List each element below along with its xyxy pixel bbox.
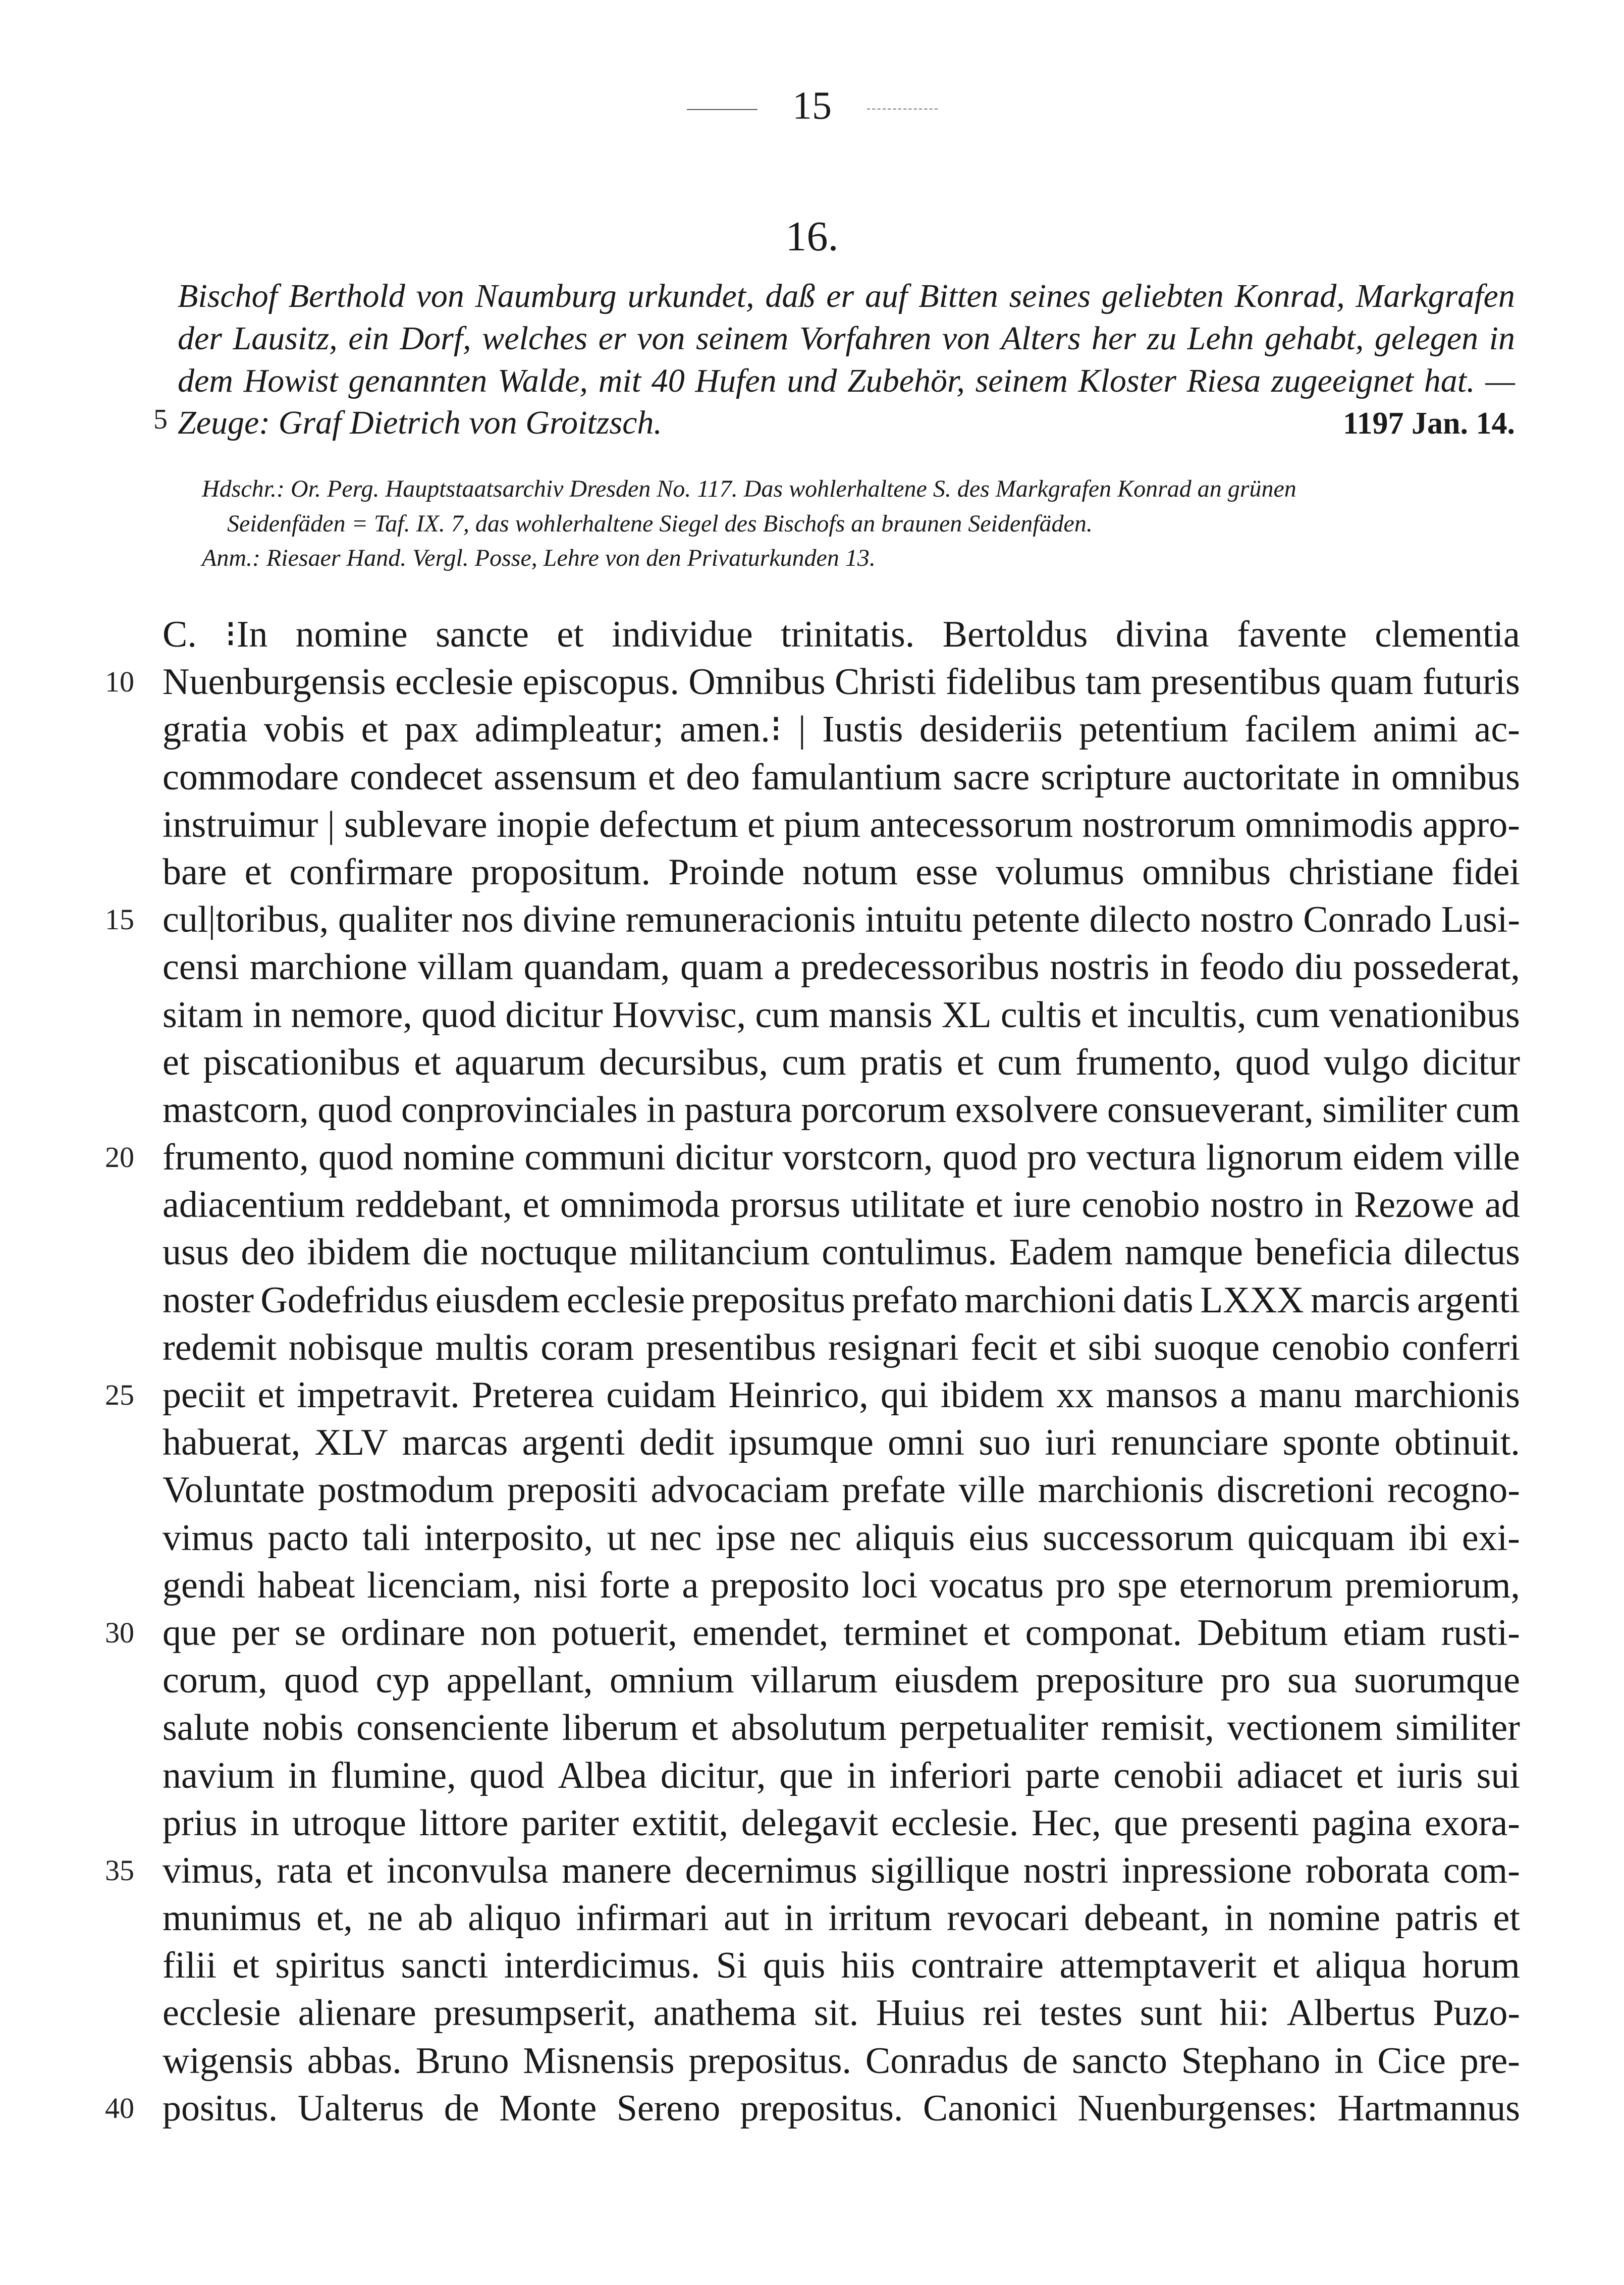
text-line: corum, quod cyp appellant, omnium villarum eiusdem prepositure pro sua suorumque: [163, 1660, 1520, 1702]
regest-last-line: [153, 402, 1515, 444]
text-line: 40 positus. Ualterus de Monte Sereno prepositus. Canonici Nuenburgenses: Hartmannus: [163, 2085, 1520, 2132]
text-line: 10 Nuenburgensis ecclesie episcopus. Omnibus Christi fidelibus tam presentibus quam futuris: [163, 658, 1520, 706]
text-line: wigensis abbas. Bruno Misnensis prepositus. Conradus de sancto Stephano in Cice pre-: [163, 2040, 1520, 2082]
regest: [153, 275, 1515, 444]
text-line: habuerat, XLV marcas argenti dedit ipsumque omni suo iuri renunciare sponte obtinuit.: [163, 1422, 1520, 1464]
regest-line: dem Howist genannten Walde, mit 40 Hufen und Zubehör, seinem Kloster Riesa zugeeignet hat. —: [178, 362, 1515, 399]
header-rule-right: [867, 109, 938, 111]
text-line: 30 que per se ordinare non potuerit, emendet, terminet et componat. Debitum etiam rusti-: [163, 1609, 1520, 1657]
text-line: navium in flumine, quod Albea dicitur, que in inferiori parte cenobii adiacet et iuris sui: [163, 1755, 1520, 1796]
document-number: 16.: [785, 213, 839, 260]
note-line: Hdschr.: Or. Perg. Hauptstaatsarchiv Dresden No. 117. Das wohlerhaltene S. des Markgrafen Konrad an grünen: [202, 475, 1296, 502]
text-line: adiacentium reddebant, et omnimoda prorsus utilitate et iure cenobio nostro in Rezowe ad: [163, 1184, 1520, 1226]
page-header: [0, 83, 1624, 127]
line-number: 10: [105, 665, 134, 699]
line-number: 40: [105, 2091, 134, 2124]
text-line: C. ⁝In nomine sancte et individue trinitatis. Bertoldus divina favente clementia: [163, 614, 1520, 655]
text-line: munimus et, ne ab aliquo infirmari aut in irritum revocari debeant, in nomine patris et: [163, 1897, 1520, 1939]
line-number: 25: [105, 1378, 134, 1411]
line-number: 15: [105, 903, 134, 936]
text-line: instruimur | sublevare inopie defectum et pium antecessorum nostrorum omnimodis appro-: [163, 804, 1520, 845]
text-line: gratia vobis et pax adimpleatur; amen.⁝ | Iustis desideriis petentium facilem animi ac-: [163, 709, 1520, 751]
text-line: noster Godefridus eiusdem ecclesie prepositus prefato marchioni datis LXXX marcis argenti: [163, 1279, 1520, 1321]
text-line: filii et spiritus sancti interdicimus. Si quis hiis contraire attemptaverit et aliqua horum: [163, 1945, 1520, 1987]
line-number: 20: [105, 1141, 134, 1174]
regest-line: der Lausitz, ein Dorf, welches er von seinem Vorfahren von Alters her zu Lehn gehabt, gelegen in: [178, 320, 1515, 357]
regest-witness: Zeuge: Graf Dietrich von Groitzsch.: [178, 404, 662, 442]
text-line: censi marchione villam quandam, quam a predecessoribus nostris in feodo diu possederat,: [163, 946, 1520, 988]
text-line: 15 cul|toribus, qualiter nos divine remuneracionis intuitu petente dilecto nostro Conrado Lusi-: [163, 896, 1520, 943]
text-line: 25 peciit et impetravit. Preterea cuidam Heinrico, qui ibidem xx mansos a manu marchionis: [163, 1371, 1520, 1419]
text-line: commodare condecet assensum et deo famulantium sacre scripture auctoritate in omnibus: [163, 756, 1520, 798]
line-number: 30: [105, 1616, 134, 1649]
text-line: usus deo ibidem die noctuque militancium contulimus. Eadem namque beneficia dilectus: [163, 1232, 1520, 1273]
regest-line: Bischof Berthold von Naumburg urkundet, daß er auf Bitten seines geliebten Konrad, Markgrafen: [178, 278, 1515, 314]
text-line: Voluntate postmodum prepositi advocaciam prefate ville marchionis discretioni recogno-: [163, 1469, 1520, 1511]
charter-text: [105, 611, 1520, 2132]
source-notes: [202, 472, 1514, 576]
text-line: salute nobis consenciente liberum et absolutum perpetualiter remisit, vectionem similiter: [163, 1707, 1520, 1749]
text-line: et piscationibus et aquarum decursibus, cum pratis et cum frumento, quod vulgo dicitur: [163, 1041, 1520, 1083]
text-line: ecclesie alienare presumpserit, anathema sit. Huius rei testes sunt hii: Albertus Puzo-: [163, 1992, 1520, 2034]
line-number: 5: [153, 404, 168, 436]
text-line: gendi habeat licenciam, nisi forte a preposito loci vocatus pro spe eternorum premiorum,: [163, 1564, 1520, 1606]
header-rule-left: [687, 109, 757, 110]
line-number: 35: [105, 1853, 134, 1887]
text-line: redemit nobisque multis coram presentibus resignari fecit et sibi suoque cenobio conferri: [163, 1326, 1520, 1368]
note-line: Anm.: Riesaer Hand. Vergl. Posse, Lehre von den Privaturkunden 13.: [202, 545, 876, 572]
text-line: vimus pacto tali interposito, ut nec ipse nec aliquis eius successorum quicquam ibi exi-: [163, 1517, 1520, 1559]
text-line: 35 vimus, rata et inconvulsa manere decernimus sigillique nostri inpressione roborata com-: [163, 1847, 1520, 1894]
text-line: mastcorn, quod conprovinciales in pastura porcorum exsolvere consueverant, similiter cum: [163, 1089, 1520, 1131]
text-line: bare et confirmare propositum. Proinde notum esse volumus omnibus christiane fidei: [163, 851, 1520, 893]
text-line: 20 frumento, quod nomine communi dicitur vorstcorn, quod pro vectura lignorum eidem ville: [163, 1134, 1520, 1181]
text-line: sitam in nemore, quod dicitur Hovvisc, cum mansis XL cultis et incultis, cum venationibus: [163, 994, 1520, 1036]
text-line: prius in utroque littore pariter extitit, delegavit ecclesie. Hec, que presenti pagina exora-: [163, 1802, 1520, 1844]
page-number: 15: [792, 83, 832, 127]
note-line: Seidenfäden = Taf. IX. 7, das wohlerhaltene Siegel des Bischofs an braunen Seidenfäden.: [227, 510, 1093, 537]
document-date: 1197 Jan. 14.: [1342, 406, 1515, 441]
